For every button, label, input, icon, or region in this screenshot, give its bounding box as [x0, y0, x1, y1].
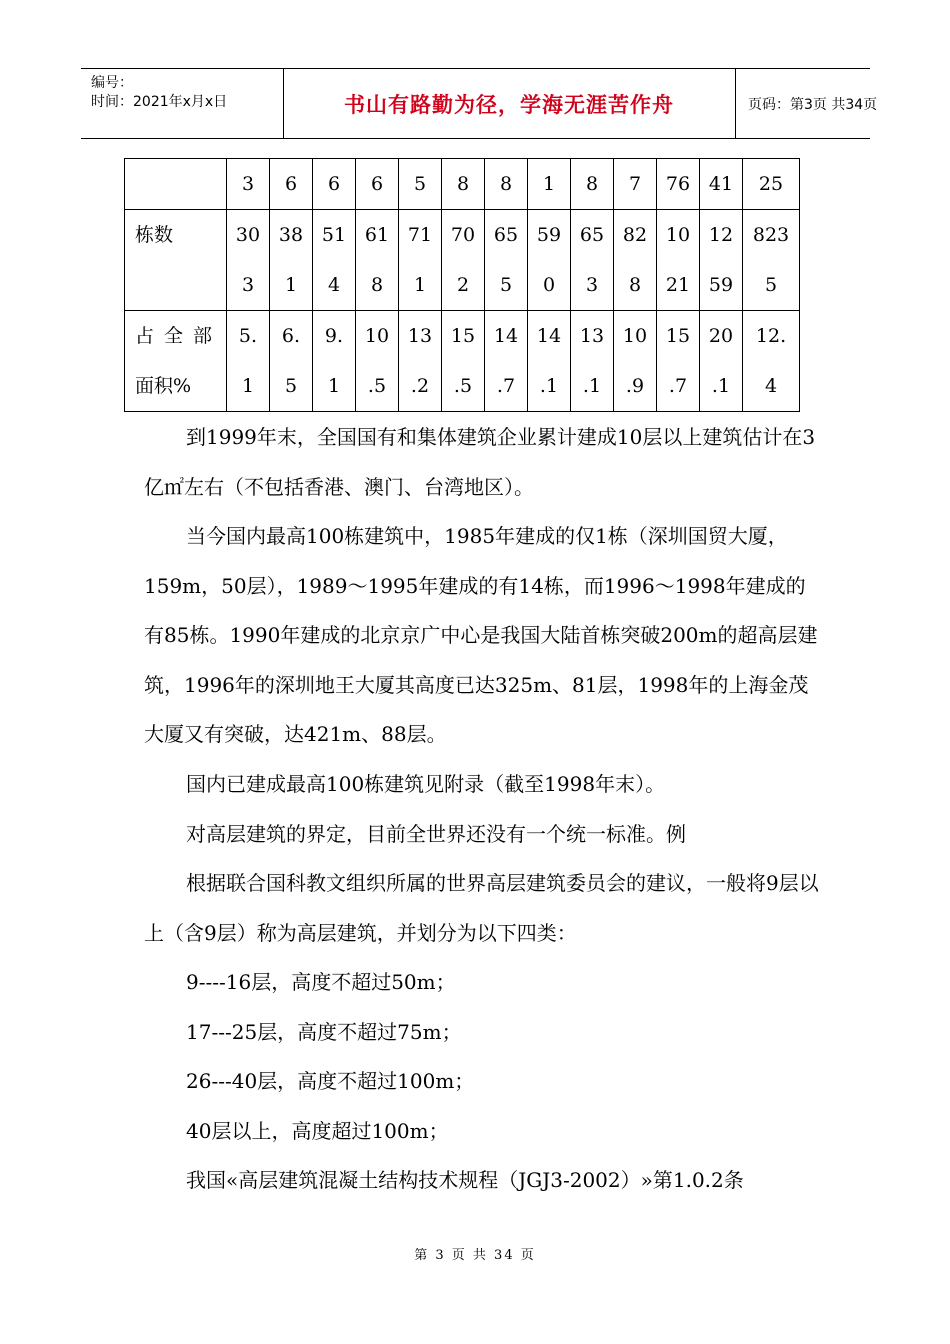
table-cell: [614, 311, 657, 412]
table-cell: [356, 311, 399, 412]
cell-line: 59: [708, 274, 734, 296]
table-cell: [700, 210, 743, 311]
cell-line: 65: [493, 224, 519, 246]
cell-line: 1: [284, 274, 298, 296]
table-cell: [528, 210, 571, 311]
table-cell: [528, 159, 571, 210]
table-cell: [399, 210, 442, 311]
paragraph-1: 到1999年末，全国国有和集体建筑企业累计建成10层以上建筑估计在3亿㎡左右（不包括香港、澳门、台湾地区）。: [144, 425, 816, 499]
table-cell: [356, 210, 399, 311]
table-cell: [571, 159, 614, 210]
serial-label: 编号：: [91, 75, 133, 91]
cell-line: [135, 260, 226, 310]
cell-line: 30: [235, 224, 261, 246]
table-row: [125, 159, 800, 210]
paragraph-4: 对高层建筑的界定，目前全世界还没有一个统一标准。例: [186, 822, 686, 846]
cell-line: 70: [450, 224, 476, 246]
header-meta: [81, 69, 283, 138]
cell-line: 14: [536, 325, 562, 347]
cell-line: .1: [711, 375, 731, 397]
paragraph-3: 国内已建成最高100栋建筑见附录（截至1998年末）。: [186, 772, 666, 796]
cell-line: 3: [241, 173, 255, 195]
cell-line: 6.: [281, 325, 301, 347]
table-cell: [313, 210, 356, 311]
table-row: [125, 311, 800, 412]
cell-line: 38: [278, 224, 304, 246]
row-label-cell: [125, 210, 227, 311]
cell-line: 0: [542, 274, 556, 296]
cell-line: .7: [668, 375, 688, 397]
cell-line: 占全部: [135, 325, 223, 347]
table-cell: [356, 159, 399, 210]
table-cell: [227, 311, 270, 412]
table-cell: [485, 311, 528, 412]
cell-line: 5: [499, 274, 513, 296]
cell-line: 1: [327, 375, 341, 397]
table-cell: [571, 311, 614, 412]
cell-line: 3: [585, 274, 599, 296]
cell-line: .2: [410, 375, 430, 397]
header-page-info: 页码：第3页 共34页: [748, 96, 878, 113]
cell-line: 栋数: [135, 224, 174, 246]
cell-line: 5: [413, 173, 427, 195]
cell-line: 5.: [238, 325, 258, 347]
cell-line: 8: [370, 274, 384, 296]
cell-line: 8: [628, 274, 642, 296]
cell-line: 13: [407, 325, 433, 347]
table-cell: [399, 311, 442, 412]
table-cell: [614, 210, 657, 311]
table-cell: [227, 210, 270, 311]
table-cell: [743, 159, 800, 210]
table-cell: [313, 311, 356, 412]
table-cell: [313, 159, 356, 210]
cell-line: 9.: [324, 325, 344, 347]
table-cell: [743, 311, 800, 412]
cell-line: 8: [456, 173, 470, 195]
paragraph-5: 根据联合国科教文组织所属的世界高层建筑委员会的建议，一般将9层以上（含9层）称为高层建筑，并划分为以下四类：: [144, 871, 819, 945]
cell-line: 8: [585, 173, 599, 195]
header-motto: 书山有路勤为径，学海无涯苦作舟: [344, 92, 674, 117]
list-item-3: 26---40层，高度不超过100m；: [186, 1069, 475, 1093]
table-cell: [399, 159, 442, 210]
table-cell: [227, 159, 270, 210]
row-label-cell: [125, 311, 227, 412]
cell-line: .7: [496, 375, 516, 397]
cell-line: .1: [539, 375, 559, 397]
cell-line: 65: [579, 224, 605, 246]
table-cell: [614, 159, 657, 210]
cell-line: 59: [536, 224, 562, 246]
cell-line: .9: [625, 375, 645, 397]
cell-line: 10: [364, 325, 390, 347]
cell-line: 12: [708, 224, 734, 246]
cell-line: 21: [665, 274, 691, 296]
cell-line: 41: [708, 173, 734, 195]
cell-line: 12.: [755, 325, 787, 347]
paragraph-2: 当今国内最高100栋建筑中，1985年建成的仅1栋（深圳国贸大厦，159m，50层），1989～1995年建成的有14栋，而1996～1998年建成的有85栋。1990年建成的北京京广中心是我国大陆首栋突破200m的超高层建筑，1996年的深圳地王大厦其高度已达325m、81层，1998年的上海金茂大厦又有突破，达421m、88层。: [144, 524, 818, 746]
paragraph-6: 我国«高层建筑混凝土结构技术规程（JGJ3-2002）»第1.0.2条: [186, 1168, 744, 1192]
table-cell: [571, 210, 614, 311]
cell-line: .5: [367, 375, 387, 397]
table-cell: [700, 311, 743, 412]
list-item-1: 9----16层，高度不超过50m；: [186, 970, 456, 994]
cell-line: 13: [579, 325, 605, 347]
cell-line: 10: [665, 224, 691, 246]
cell-line: 6: [370, 173, 384, 195]
table-cell: [657, 311, 700, 412]
cell-line: 7: [628, 173, 642, 195]
list-item-2: 17---25层，高度不超过75m；: [186, 1020, 462, 1044]
cell-line: 5: [284, 375, 298, 397]
cell-line: 71: [407, 224, 433, 246]
cell-line: .5: [453, 375, 473, 397]
time-label: 时间：2021年x月x日: [91, 94, 228, 110]
cell-line: 1: [413, 274, 427, 296]
cell-line: 1: [241, 375, 255, 397]
cell-line: 10: [622, 325, 648, 347]
table-cell: [657, 210, 700, 311]
cell-line: 61: [364, 224, 390, 246]
statistics-table: [124, 158, 800, 412]
table-row: [125, 210, 800, 311]
cell-line: .1: [582, 375, 602, 397]
cell-line: 6: [284, 173, 298, 195]
table-cell: [528, 311, 571, 412]
cell-line: 15: [450, 325, 476, 347]
table-cell: [743, 210, 800, 311]
cell-line: 5: [764, 274, 778, 296]
cell-line: 面积%: [135, 375, 192, 397]
cell-line: 82: [622, 224, 648, 246]
page-header: [81, 68, 878, 139]
table-cell: [270, 311, 313, 412]
cell-line: 3: [241, 274, 255, 296]
table-cell: [270, 210, 313, 311]
cell-line: 25: [758, 173, 784, 195]
cell-line: 4: [327, 274, 341, 296]
cell-line: 15: [665, 325, 691, 347]
table-cell: [485, 159, 528, 210]
cell-line: 20: [708, 325, 734, 347]
cell-line: 8: [499, 173, 513, 195]
cell-line: 4: [764, 375, 778, 397]
table-cell: [442, 210, 485, 311]
cell-line: 1: [542, 173, 556, 195]
cell-line: 823: [752, 224, 790, 246]
cell-line: 76: [665, 173, 691, 195]
table-cell: [442, 311, 485, 412]
cell-line: 14: [493, 325, 519, 347]
row-label-cell: [125, 159, 227, 210]
cell-line: 2: [456, 274, 470, 296]
cell-line: 51: [321, 224, 347, 246]
list-item-4: 40层以上，高度超过100m；: [186, 1119, 449, 1143]
page-footer: 第 3 页 共 34 页: [414, 1248, 536, 1263]
table-cell: [442, 159, 485, 210]
table-cell: [657, 159, 700, 210]
cell-line: 6: [327, 173, 341, 195]
table-cell: [700, 159, 743, 210]
table-cell: [485, 210, 528, 311]
table-cell: [270, 159, 313, 210]
